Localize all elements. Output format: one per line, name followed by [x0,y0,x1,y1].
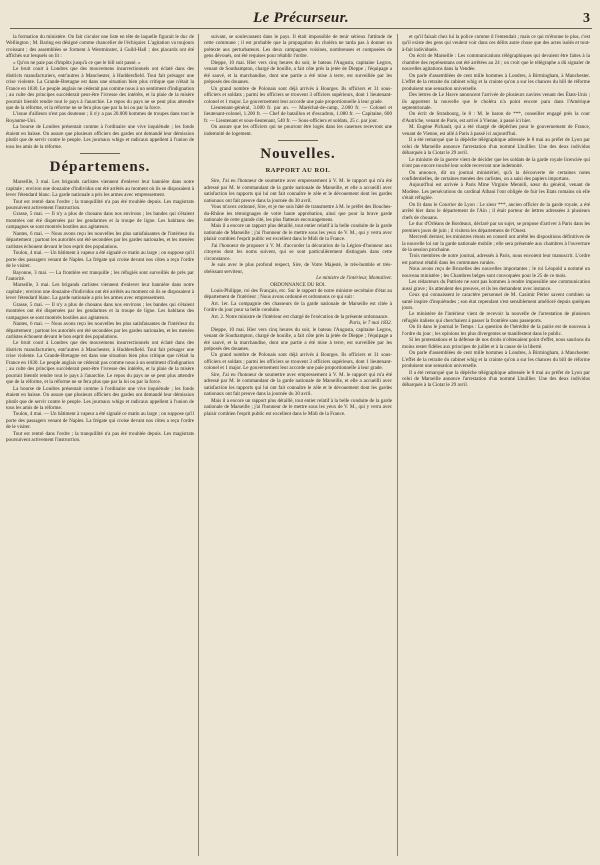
article-paragraph: Marseille, 3 mai. Les brigands carlistes viennent d'enlever leur bannière dans notre capitale ; environ une douzaine d'individus ont été arrêtés au moment où ils se disposaient à lever l'étendard blanc. La garde nationale a pris les armes avec empressement. [6,282,194,302]
article-paragraph: Bayonne, 3 mai. — La frontière est tranquille ; les réfugiés sont surveillés de près par l'autorité. [6,269,194,282]
article-paragraph: J'ai l'honneur de proposer à V. M. d'accorder la décoration de la Légion-d'honneur aux citoyens dont les noms suivent, qui se sont particulièrement distingués dans cette circonstance. [204,242,392,262]
article-paragraph: Le bruit court à Londres que des mouvemens insurrectionnels ont éclaté dans des districts manufacturiers, entr'autres à Manchester, à Huddersfield. Tout fait présager une crise violente. La Grande-Bretagne est dans une situation bien plus critique que n'était la France en 1830. Le peuple anglais ne céderait pas comme nous à un sentiment d'indignation ; au culte des principes succèderait peut-être l'ivresse des intérêts, et la plaie de la misère pourrait bientôt rendre tout le pays à l'anarchie. Le repos du pays ne se peut plus attendre que de la réforme, et la réforme ne se fera plus que par la loi ou par la force. [6,66,194,111]
column-rule [198,34,199,856]
section-subheading-rapport: RAPPORT AU ROI. [265,167,331,175]
article-paragraph: Dieppe, 10 mai. Hier vers cinq heures du soir, le bateau l'Augusta, capitaine Legros, venant de Southampton, chargé de houille, a fait côte près la jetée de Dieppe ; l'équipage a été sauvé, et la marchandise, dont une partie a été mise à terre, est surveillée par les préposés des douanes. [204,326,392,353]
article-paragraph: Art. 2. Notre ministre de l'intérieur est chargé de l'exécution de la présente ordonnance. [211,313,389,320]
column-1 [6,34,194,856]
article-paragraph: Nous avons reçu de Bruxelles des nouvelles importantes ; le roi Léopold a nommé un nouveau ministère ; les Chambres belges sont convoquées pour le 25 de ce mois. [402,266,590,279]
article-paragraph: Tout est rentré dans l'ordre ; la tranquillité n'a pas été troublée depuis. Les magistrats poursuivent activement l'instruction. [6,430,194,444]
signature: Le ministre de l'intérieur, Montalivet. [316,275,392,282]
article-paragraph: Les rédacteurs du Patriote ne sont pas hommes à rendre impossible une communication aussi grave ; ils attendent des preuves, et ils les demandent avec instance. [402,279,590,292]
article-paragraph: Mercredi dernier, les ministres réunis en conseil ont arrêté les dispositions définitives de la nouvelle loi sur la garde nationale mobile ; elle sera présentée aux chambres à l'ouverture de la session prochaine. [402,234,590,253]
article-paragraph: Le duc d'Orléans de Bordeaux, déclaré par un sujet, se propose d'arriver à Paris dans les premiers jours de juin ; il visitera les départemens de l'Ouest. [402,221,590,234]
section-divider [80,153,120,154]
article-paragraph: Il a été remarqué que la dépêche télégraphique adressée le 8 mai au préfet de Lyon par celui de Marseille annonce l'arrestation d'un nommé Lhuillier. Une des deux individus débarqués à la Ciotat le 29 avril. [402,369,590,389]
date-line: Paris, le 7 mai 1832. [349,320,392,327]
article-paragraph: Toulon, 4 mai. — Un bâtiment à vapeur a été signalé ce matin au large ; on suppose qu'il porte des passagers venant de Naples. La frégate qui croise devant nos côtes a reçu l'ordre de le visiter. [6,411,194,431]
article-paragraph: Marseille, 3 mai. Les brigands carlistes viennent d'enlever leur bannière dans notre capitale ; environ une douzaine d'individus ont été arrêtés au moment où ils se disposaient à lever l'étendard blanc. La garde nationale a pris les armes avec empressement. [6,179,194,199]
column-2 [204,34,392,856]
section-divider [278,140,318,141]
article-paragraph: Nantes, 6 mai. — Nous avons reçu les nouvelles les plus satisfaisantes de l'intérieur du département ; partout les autorités ont été secondées par les gardes nationales, et les menées carlistes échouent devant le bon esprit des populations. [6,321,194,341]
article-paragraph: Mais il a encore un rapport plus détaillé, tout entier relatif à la belle conduite de la garde nationale de Marseille ; j'ai l'honneur de le mettre sous les yeux de V. M., qui y verra avec plaisir combien l'esprit public est excellent dans le Midi de la France. [204,397,392,417]
article-paragraph: On écrit de Marseille : Les communications télégraphiques qui devaient être faites à la chambre des représentans ont été arrêtées au 24 ; on croit que le télégraphe a dû signaler de nouvelles agitations dans la Vendée. [402,53,590,73]
article-paragraph: Trois membres de notre journal, adressés à Paris, nous envoient leur manuscrit. L'ordre est partout rétabli dans les communes rurales. [402,253,590,266]
column-3 [402,34,590,856]
article-paragraph: Le ministre de la guerre vient de décider que les soldats de la garde royale licenciée qui n'ont pas encore touché leur solde recevront une indemnité. [402,156,590,170]
article-paragraph: L'issue d'ailleurs n'est pas douteuse ; il n'y a pas 20.000 hommes de troupes dans tout le Royaume-Uni. [6,111,194,124]
article-paragraph: Il a été remarqué que la dépêche télégraphique adressée le 8 mai au préfet de Lyon par celui de Marseille annonce l'arrestation d'un nommé Lhuillier. Une des deux individus débarqués à la Ciotat le 29 avril. [402,137,590,157]
article-paragraph: Art. 1er. La compagnie des chasseurs de la garde nationale de Marseille est citée à l'ordre du jour pour sa belle conduite. [204,300,392,314]
article-paragraph: Tout est rentré dans l'ordre ; la tranquillité n'a pas été troublée depuis. Les magistrats poursuivent activement l'instruction. [6,198,194,211]
article-paragraph: Grasse, 5 mai. — Il n'y a plus de chouans dans nos environs ; les bandes qui s'étaient montrées ont été dispersées par les gendarmes et la troupe de ligne. Les habitans des campagnes se sont montrés hostiles aux agitateurs. [6,211,194,231]
article-paragraph: On assure que les officiers qui ne pourront être logés dans les casernes recevront une indemnité de logement. [204,124,392,137]
article-paragraph: Des lettres de Le Havre annoncent l'arrivée de plusieurs navires venant des États-Unis ; ils apportent la nouvelle que le choléra n'a point encore paru dans l'Amérique septentrionale. [402,92,590,111]
article-paragraph: Sire, J'ai eu l'honneur de soumettre avec empressement à V. M. le rapport qui m'a été adressé par M. le commandant de la garde nationale de Marseille, et elle a accueilli avec satisfaction les rapports qui lui ont fait connaître le zèle et le dévouement dont les gardes nationaux ont fait preuve dans la journée du 30 avril. [204,178,392,204]
article-paragraph: Un grand nombre de Polonais sont déjà arrivés à Bourges. Ils officiers et 31 sous-officiers et soldats ; parmi les officiers se trouvent 3 officiers supérieurs, dont 1 lieutenant-colonel et 1 major. Le gouvernement leur accorde une paie proportionnelle à leur grade. [204,85,392,105]
article-paragraph: Si les protestations et la défense de nos droits n'obtenaient point d'effet, nous saurions du moins rester fidèles aux principes de juillet et à la cause de la liberté. [402,337,590,350]
newspaper-title: Le Précurseur. [253,10,349,26]
article-paragraph: Dieppe, 10 mai. Hier vers cinq heures du soir, le bateau l'Augusta, capitaine Legros, venant de Southampton, chargé de houille, a fait côte près la jetée de Dieppe ; l'équipage a été sauvé, et la marchandise, dont une partie a été mise à terre, est surveillée par les préposés des douanes. [204,59,392,86]
article-paragraph: Je suis avec le plus profond respect, Sire, de Votre Majesté, le très-humble et très-obéissant serviteur, [204,262,392,275]
section-heading-departemens: Départemens. [49,159,151,176]
article-paragraph: « Qu'on ne paie pas d'impôts jusqu'à ce que le bill soit passé. » [13,59,141,66]
article-paragraph: suivant, se soulevassent dans le pays. Il était impossible de tenir sérieux l'attitude de cette commune ; il est probable que la propagation du choléra ne tarda pas à donner un prétexte aux perturbateurs. Les deux campagnes voisines, nombreuses et composées de gens dévoués, ont été requises pour rétablir l'ordre. [204,34,392,60]
article-paragraph: La bourse de Londres présentait comme à l'ordinaire une vive inquiétude ; les fonds étaient en baisse. On assure que plusieurs officiers des gardes ont demandé leur démission plutôt que de servir contre le peuple. Les journaux whigs et radicaux appellent à l'union de tous les amis de la réforme. [6,385,194,412]
section-heading-nouvelles: Nouvelles. [260,146,336,163]
article-paragraph: Un grand nombre de Polonais sont déjà arrivés à Bourges. Ils officiers et 31 sous-officiers et soldats ; parmi les officiers se trouvent 3 officiers supérieurs, dont 1 lieutenant-colonel et 1 major. Le gouvernement leur accorde une paie proportionnelle à leur grade. [204,352,392,372]
article-paragraph: Sire, J'ai eu l'honneur de soumettre avec empressement à V. M. le rapport qui m'a été adressé par M. le commandant de la garde nationale de Marseille, et elle a accueilli avec satisfaction les rapports qui lui ont fait connaître le zèle et le dévouement dont les gardes nationaux ont fait preuve dans la journée du 30 avril. [204,371,392,398]
article-paragraph: Mais il a encore un rapport plus détaillé, tout entier relatif à la belle conduite de la garde nationale de Marseille ; j'ai l'honneur de le mettre sous les yeux de V. M., qui y verra avec plaisir combien l'esprit public est excellent dans le Midi de la France. [204,223,392,243]
article-paragraph: Ceux qui connaissent le caractère personnel de M. Casimir Périer savent combien sa santé inspire d'inquiétudes ; son état cependant s'est sensiblement amélioré depuis quelques jours. [402,292,590,312]
article-paragraph: M. Eugène Pichault, qui a été chargé de dépêches pour le gouvernement de France, venant de Vienne, est allé à Paris à passé ici aujourd'hui. [402,124,590,137]
article-paragraph: la formation du ministère. On fait circuler une liste en tête de laquelle figurait le duc de Wellington ; M. Baring est désigné comme chancelier de l'échiquier. L'agitation va toujours croissant ; des assemblées se forment à Westminster, à Guild-Hall ; des placards ont été affichés sur lesquels on lit : [6,34,194,60]
article-paragraph: Aujourd'hui est arrivée à Paris Mme Virginie Mennili, sœur du général, venant de Modène. Les persécutions du cardinal Albani l'ont obligée de fuir les Etats romains où elle s'était réfugiée. [402,182,590,202]
article-paragraph: On écrit de Strasbourg, le 8 : M. le baron de ***, conseiller engagé près la cour d'Autriche, venant de Paris, est arrivé à Vienne, à passé ici hier. [402,111,590,124]
article-paragraph: On parle d'assemblées de cent mille hommes à Londres, à Birmingham, à Manchester. L'effet de la retraite du cabinet whig et la crainte qu'on a sur les chances du bill de réforme produisent une sensation universelle. [402,72,590,92]
article-paragraph: Toulon, 4 mai. — Un bâtiment à vapeur a été signalé ce matin au large ; on suppose qu'il porte des passagers venant de Naples. La frégate qui croise devant nos côtes a reçu l'ordre de le visiter. [6,250,194,270]
article-paragraph: La bourse de Londres présentait comme à l'ordinaire une vive inquiétude ; les fonds étaient en baisse. On assure que plusieurs officiers des gardes ont demandé leur démission plutôt que de servir contre le peuple. Les journaux whigs et radicaux appellent à l'union de tous les amis de la réforme. [6,124,194,150]
article-paragraph: Lieutenant-général, 3.000 fr. par an. — Maréchal-de-camp, 2.000 fr. — Colonel et lieutenant-colonel, 1.200 fr. — Chef de bataillon et d'escadron, 1.080 fr. — Capitaine, 600 fr. — Lieutenant et sous-lieutenant, 540 fr. — Sous-officiers et soldats, 25 c. par jour. [204,104,392,124]
article-paragraph: On lit dans le journal le Temps : La question de l'hérédité de la pairie est de nouveau à l'ordre du jour ; les opinions les plus divergentes se manifestent dans le public. [402,324,590,337]
article-paragraph: Louis-Philippe, roi des Français, etc. Sur le rapport de notre ministre secrétaire d'état au département de l'intérieur ; Nous avons ordonné et ordonnons ce qui suit : [204,287,392,301]
article-paragraph: On parle d'assemblées de cent mille hommes à Londres, à Birmingham, à Manchester. L'effet de la retraite du cabinet whig et la crainte qu'on a sur les chances du bill de réforme produisent une sensation universelle. [402,350,590,370]
article-paragraph: Vous m'avez ordonné, Sire, et je me suis hâté de transmettre à M. le préfet des Bouches-du-Rhône les témoignages de votre haute approbation, ainsi que pour la brave garde nationale de cette grande cité, les plus flatteurs encouragemens. [204,204,392,223]
article-paragraph: Grasse, 5 mai. — Il n'y a plus de chouans dans nos environs ; les bandes qui s'étaient montrées ont été dispersées par les gendarmes et la troupe de ligne. Les habitans des campagnes se sont montrés hostiles aux agitateurs. [6,301,194,321]
page-number: 3 [583,11,590,26]
article-paragraph: et qu'il faisait chez lui la police comme il l'entendait ; mais ce qui m'étonne le plus, c'est qu'il existe des gens qui veulent voir dans ces délits autre chose que des actes isolés et tout-à-fait individuels. [402,34,590,53]
article-paragraph: Le ministère de l'intérieur vient de recevoir la nouvelle de l'arrestation de plusieurs réfugiés italiens qui cherchaient à passer la frontière sans passeports. [402,311,590,324]
column-rule [397,34,398,856]
article-paragraph: Nantes, 6 mai. — Nous avons reçu les nouvelles les plus satisfaisantes de l'intérieur du département ; partout les autorités ont été secondées par les gardes nationales, et les menées carlistes échouent devant le bon esprit des populations. [6,230,194,250]
article-paragraph: On lit dans le Courrier de Lyon : Le sieur ***, ancien officier de la garde royale, a été arrêté hier dans le département de l'Ain ; il était porteur de lettres adressées à plusieurs chefs de chouans. [402,201,590,221]
article-paragraph: Le bruit court à Londres que des mouvemens insurrectionnels ont éclaté dans des districts manufacturiers, entr'autres à Manchester, à Huddersfield. Tout fait présager une crise violente. La Grande-Bretagne est dans une situation bien plus critique que n'était la France en 1830. Le peuple anglais ne céderait pas comme nous à un sentiment d'indignation ; au culte des principes succèderait peut-être l'ivresse des intérêts, et la plaie de la misère pourrait bientôt rendre tout le pays à l'anarchie. Le repos du pays ne se peut plus attendre que de la réforme, et la réforme ne se fera plus que par la loi ou par la force. [6,340,194,386]
ordonnance-heading: ORDONNANCE DU ROI. [270,281,326,288]
page-header [10,10,592,29]
article-paragraph: On annonce, dit un journal ministériel, qu'à la découverte de certaines notes confidentielles, de certaines menées des carlistes, on a saisi des papiers importans. [402,169,590,182]
